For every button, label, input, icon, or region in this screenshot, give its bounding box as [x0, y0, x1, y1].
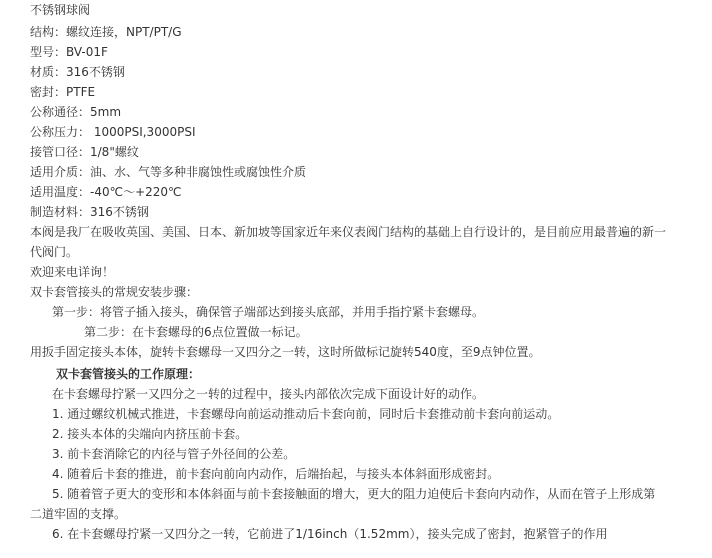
spec-seal: 密封：PTFE [30, 85, 96, 99]
spec-material: 材质：316不锈钢 [30, 65, 125, 79]
principle-item-continued: 二道牢固的支撑。 [30, 507, 127, 521]
principle-item: 2. 接头本体的尖端向内挤压前卡套。 [52, 427, 248, 441]
principle-item: 6. 在卡套螺母拧紧一又四分之一转，它前进了1/16inch（1.52mm），接头完成了密封，抱紧管子的作用 [52, 527, 608, 541]
spec-medium: 适用介质：油、水、气等多种非腐蚀性或腐蚀性介质 [30, 165, 307, 179]
spec-nominal-diameter: 公称通径：5mm [30, 105, 122, 119]
spec-manufacture-material: 制造材料：316不锈钢 [30, 205, 149, 219]
welcome-text: 欢迎来电详询！ [30, 265, 115, 279]
spec-temperature: 适用温度：-40℃～+220℃ [30, 185, 182, 199]
install-step-1: 第一步：将管子插入接头，确保管子端部达到接头底部，并用手指拧紧卡套螺母。 [52, 305, 485, 319]
spec-nominal-pressure: 公称压力： 1000PSI,3000PSI [30, 125, 196, 139]
install-heading: 双卡套管接头的常规安装步骤： [30, 285, 199, 299]
principle-item: 5. 随着管子更大的变形和本体斜面与前卡套接触面的增大，更大的阻力迫使后卡套向内动作，从而在管子上形成第 [52, 487, 656, 501]
product-title: 不锈钢球阀 [30, 3, 91, 17]
install-step-2: 第二步：在卡套螺母的6点位置做一标记。 [84, 325, 308, 339]
principle-item: 4. 随着后卡套的推进，前卡套向前向内动作，后端抬起，与接头本体斜面形成密封。 [52, 467, 500, 481]
spec-model: 型号：BV-01F [30, 45, 108, 59]
intro-paragraph: 本阀是我厂在吸收英国、美国、日本、新加坡等国家近年来仪表阀门结构的基础上自行设计的，是目前应用最普遍的新一代阀门。 [30, 225, 667, 259]
principle-item: 3. 前卡套消除它的内径与管子外径间的公差。 [52, 447, 296, 461]
principle-heading: 双卡套管接头的工作原理： [56, 367, 201, 381]
spec-structure: 结构：螺纹连接，NPT/PT/G [30, 25, 182, 39]
principle-intro: 在卡套螺母拧紧一又四分之一转的过程中，接头内部依次完成下面设计好的动作。 [52, 387, 485, 401]
spec-pipe-port: 接管口径：1/8"螺纹 [30, 145, 139, 159]
principle-item: 1. 通过螺纹机械式推进，卡套螺母向前运动推动后卡套向前，同时后卡套推动前卡套向前运动。 [52, 407, 560, 421]
install-step-3: 用扳手固定接头本体，旋转卡套螺母一又四分之一转，这时所做标记旋转540度，至9点钟位置。 [30, 345, 541, 359]
